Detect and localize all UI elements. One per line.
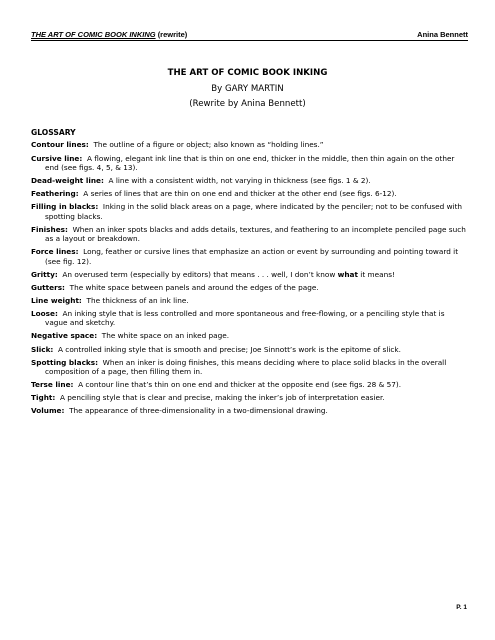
glossary-definition: A penciling style that is clear and precise, making the inker’s job of interpretation easier. (59, 393, 385, 403)
glossary-definition (62, 270, 395, 279)
glossary-definition: The white space on an inked page. (101, 331, 230, 341)
definition-text: it means! (357, 269, 395, 279)
glossary-term: Dead-weight line: (31, 176, 104, 185)
document-title: THE ART OF COMIC BOOK INKING (167, 68, 328, 78)
glossary-term: Cursive line: (31, 153, 83, 163)
glossary-entry (31, 358, 467, 377)
header-title (31, 30, 187, 39)
glossary-entry (31, 331, 467, 340)
glossary-term: Slick: (31, 344, 54, 354)
header-author: Anina Bennett (417, 30, 468, 39)
glossary-definition: A series of lines that are thin on one end and thicker at the other end (see figs. 6-12). (83, 189, 397, 199)
glossary-entry (31, 380, 467, 389)
definition-text: An overused term (especially by editors) that means . . . well, I don’t know (62, 269, 338, 279)
glossary-term: Negative space: (31, 331, 98, 341)
glossary-entry (31, 406, 467, 415)
byline: By GARY MARTIN (211, 83, 284, 94)
glossary-term: Loose: (31, 308, 58, 318)
glossary-entry (31, 270, 467, 279)
glossary-entry (31, 189, 467, 198)
glossary-definition: When an inker spots blacks and adds details, textures, and feathering to an incomplete penciled page such as a layout or breakdown. (45, 224, 466, 244)
header-book-title: THE ART OF COMIC BOOK INKING (31, 30, 156, 39)
glossary-entry (31, 154, 467, 173)
header-tag: (rewrite) (157, 30, 188, 39)
definition-emphasis: what (337, 269, 358, 279)
glossary-entry (31, 393, 467, 402)
rewrite-credit: (Rewrite by Anina Bennett) (189, 99, 306, 109)
glossary-definition: Inking in the solid black areas on a page, where indicated by the penciler; not to be confused with spotting blacks. (45, 202, 463, 221)
glossary-term: Gutters: (31, 282, 65, 292)
glossary-term: Feathering: (31, 189, 79, 199)
glossary-definition: A flowing, elegant ink line that is thin on one end, thicker in the middle, then thin again on the other end (see figs. 4, 5, & 13). (45, 153, 455, 172)
glossary-definition: The outline of a figure or object; also known as “holding lines.” (93, 140, 324, 150)
glossary-term: Contour lines: (31, 140, 89, 150)
glossary-definition: The appearance of three-dimensionality in a two-dimensional drawing. (69, 406, 328, 416)
glossary-term: Gritty: (31, 269, 58, 279)
glossary-definition: A contour line that’s thin on one end and thicker at the opposite end (see figs. 28 & 57). (78, 380, 402, 390)
glossary-term: Filling in blacks: (31, 202, 99, 212)
title-block (0, 67, 495, 111)
glossary-term: Force lines: (31, 247, 79, 257)
glossary-term: Terse line: (31, 380, 74, 390)
glossary-term: Finishes: (31, 224, 68, 234)
glossary-entry (31, 225, 467, 244)
glossary-definition: An inking style that is less controlled and more spontaneous and free-flowing, or a penciling style that is vague and sketchy. (45, 308, 445, 328)
glossary-definition: The white space between panels and around the edges of the page. (69, 282, 319, 292)
glossary (31, 128, 467, 419)
glossary-entry (31, 140, 467, 149)
page-number: P. 1 (456, 604, 467, 611)
running-header (31, 30, 468, 41)
glossary-term: Volume: (31, 406, 65, 416)
glossary-term: Spotting blacks: (31, 357, 99, 367)
glossary-definition: The thickness of an ink line. (86, 295, 189, 305)
glossary-entry (31, 176, 467, 185)
glossary-entry (31, 202, 467, 221)
glossary-definition: A controlled inking style that is smooth and precise; Joe Sinnott’s work is the epitome of slick. (58, 344, 401, 354)
glossary-term: Line weight: (31, 295, 82, 305)
glossary-entry (31, 283, 467, 292)
glossary-entry (31, 296, 467, 305)
glossary-entry (31, 247, 467, 266)
glossary-heading: GLOSSARY (31, 128, 76, 137)
glossary-entry (31, 309, 467, 328)
glossary-entry (31, 345, 467, 354)
glossary-definition: When an inker is doing finishes, this means deciding where to place solid blacks in the overall composition of a page, then filling them in. (45, 357, 447, 377)
glossary-definition: A line with a consistent width, not varying in thickness (see figs. 1 & 2). (108, 176, 371, 185)
glossary-definition: Long, feather or cursive lines that emphasize an action or event by surrounding and pointing toward it (see fig. 12). (45, 247, 459, 266)
glossary-term: Tight: (31, 393, 56, 403)
